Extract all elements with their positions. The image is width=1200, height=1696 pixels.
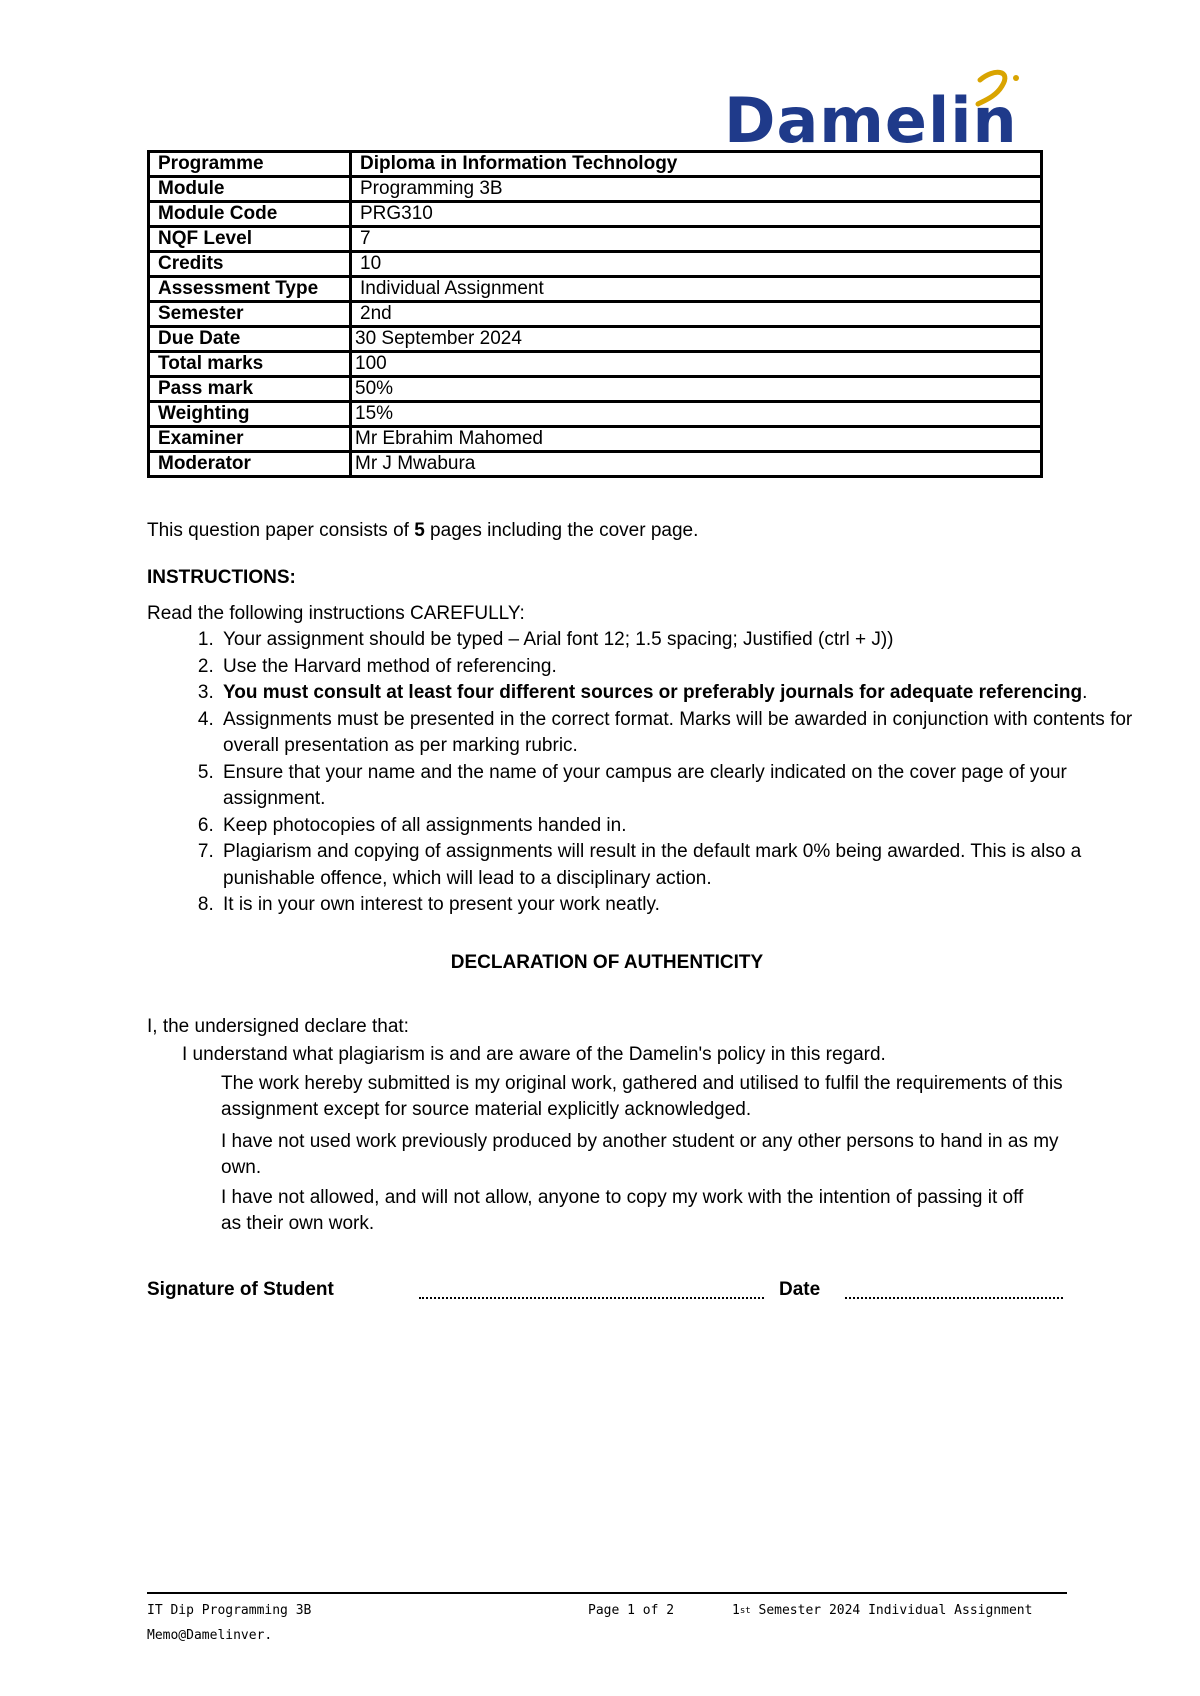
info-row [149,327,1042,352]
info-row [149,177,1042,202]
instruction-item: 4. Assignments must be presented in the correct format. Marks will be awarded in conjunction with contents for overall presentation as per marking rubric. [219,707,1139,760]
info-value: Individual Assignment [351,277,1042,302]
info-row [149,377,1042,402]
instruction-item: 5. Ensure that your name and the name of your campus are clearly indicated on the cover page of your assignment. [219,760,1139,813]
info-row [149,227,1042,252]
declaration-title: DECLARATION OF AUTHENTICITY [450,952,764,973]
info-label: Credits [149,252,351,277]
signature-label: Signature of Student [147,1279,334,1300]
signature-row [147,1279,1067,1309]
info-value: 30 September 2024 [351,327,1042,352]
instruction-item: 3. You must consult at least four different sources or preferably journals for adequate referencing. [219,680,1139,707]
instruction-item: 6. Keep photocopies of all assignments handed in. [219,813,1139,840]
footer-left: IT Dip Programming 3B [147,1603,312,1618]
info-row [149,402,1042,427]
assessment-info-table [147,150,1043,478]
info-value: 15% [351,402,1042,427]
info-value: 50% [351,377,1042,402]
info-row [149,277,1042,302]
info-value: 7 [351,227,1042,252]
footer-divider [147,1592,1067,1594]
info-label: Module [149,177,351,202]
signature-field[interactable] [419,1297,764,1299]
instruction-item: 1. Your assignment should be typed – Arial font 12; 1.5 spacing; Justified (ctrl + J)) [219,627,1139,654]
pages-note: This question paper consists of 5 pages including the cover page. [147,520,699,541]
info-value: Programming 3B [351,177,1042,202]
instruction-item: 8. It is in your own interest to present your work neatly. [219,892,1139,919]
info-row [149,252,1042,277]
footer-right: 1st Semester 2024 Individual Assignment [732,1603,1033,1618]
info-value: 2nd [351,302,1042,327]
instruction-item: 2. Use the Harvard method of referencing. [219,654,1139,681]
info-label: Programme [149,152,351,177]
info-value: Mr J Mwabura [351,452,1042,477]
instructions-intro: Read the following instructions CAREFULLY: [147,603,525,624]
info-value: Diploma in Information Technology [351,152,1042,177]
info-label: Examiner [149,427,351,452]
info-label: Weighting [149,402,351,427]
instructions-heading: INSTRUCTIONS: [147,567,296,588]
info-label: Moderator [149,452,351,477]
declaration-line: I understand what plagiarism is and are aware of the Damelin's policy in this regard. [182,1044,886,1065]
date-field[interactable] [845,1297,1063,1299]
info-value: 10 [351,252,1042,277]
footer-page-number: Page 1 of 2 [588,1603,675,1618]
instructions-list [147,627,1139,919]
info-label: Assessment Type [149,277,351,302]
declaration-intro: I, the undersigned declare that: [147,1016,409,1037]
info-row [149,452,1042,477]
info-value: PRG310 [351,202,1042,227]
info-label: Total marks [149,352,351,377]
info-label: Pass mark [149,377,351,402]
info-value: 100 [351,352,1042,377]
instruction-item: 7. Plagiarism and copying of assignments will result in the default mark 0% being awarded. This is also a punishable offence, which will lead to a disciplinary action. [219,839,1139,892]
info-label: Module Code [149,202,351,227]
info-value: Mr Ebrahim Mahomed [351,427,1042,452]
info-row [149,427,1042,452]
info-row [149,152,1042,177]
info-row [149,352,1042,377]
info-label: Due Date [149,327,351,352]
info-label: NQF Level [149,227,351,252]
info-label: Semester [149,302,351,327]
declaration-line: I have not used work previously produced by another student or any other persons to hand in as my own. [221,1131,1059,1178]
footer-bottom: Memo@Damelinver. [147,1628,273,1643]
info-row [149,202,1042,227]
declaration-line: The work hereby submitted is my original work, gathered and utilised to fulfil the requirements of this assignment except for source material explicitly acknowledged. [221,1073,1063,1120]
damelin-logo [724,68,1066,157]
declaration-line: I have not allowed, and will not allow, anyone to copy my work with the intention of passing it off as their own work. [221,1187,1024,1234]
page-count: 5 [414,520,425,541]
info-row [149,302,1042,327]
logo-wordmark: Damelin [724,84,1018,157]
date-label: Date [779,1279,821,1300]
